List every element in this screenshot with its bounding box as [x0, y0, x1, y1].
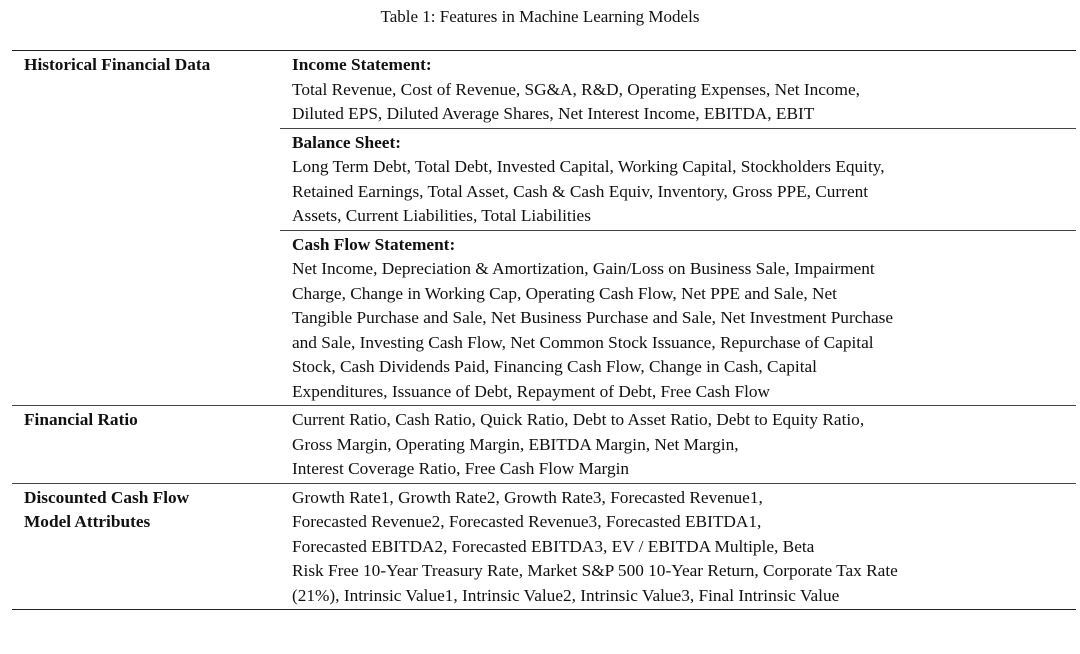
- feature-line: (21%), Intrinsic Value1, Intrinsic Value2, Intrinsic Value3, Final Intrinsic Value: [292, 585, 840, 605]
- category-content: [280, 406, 1076, 483]
- feature-line: Diluted EPS, Diluted Average Shares, Net Interest Income, EBITDA, EBIT: [292, 104, 815, 123]
- category-content: [280, 484, 1076, 610]
- category-label-line: Model Attributes: [24, 512, 151, 531]
- feature-line: Interest Coverage Ratio, Free Cash Flow Margin: [292, 459, 630, 478]
- feature-line: Tangible Purchase and Sale, Net Business Purchase and Sale, Net Investment Purchase: [292, 308, 894, 327]
- feature-line: Long Term Debt, Total Debt, Invested Capital, Working Capital, Stockholders Equity,: [292, 157, 885, 176]
- table-row: [12, 483, 1076, 610]
- category-content: [280, 51, 1076, 405]
- dcf-attributes-block: [280, 484, 1076, 610]
- feature-line: Total Revenue, Cost of Revenue, SG&A, R&D, Operating Expenses, Net Income,: [292, 79, 860, 99]
- features-table: [12, 50, 1076, 610]
- feature-line: Growth Rate1, Growth Rate2, Growth Rate3, Forecasted Revenue1,: [292, 487, 763, 507]
- feature-line: Expenditures, Issuance of Debt, Repayment of Debt, Free Cash Flow: [292, 381, 771, 401]
- table-row: [12, 51, 1076, 405]
- block-title: Cash Flow Statement:: [292, 234, 456, 254]
- cash-flow-statement-block: [280, 230, 1076, 406]
- feature-line: and Sale, Investing Cash Flow, Net Common Stock Issuance, Repurchase of Capital: [292, 332, 874, 352]
- table-row: [12, 405, 1076, 483]
- feature-line: Charge, Change in Working Cap, Operating Cash Flow, Net PPE and Sale, Net: [292, 283, 837, 303]
- financial-ratio-block: [280, 406, 1076, 483]
- balance-sheet-block: [280, 128, 1076, 230]
- category-label-line: Discounted Cash Flow: [24, 487, 190, 507]
- feature-line: Net Income, Depreciation & Amortization, Gain/Loss on Business Sale, Impairment: [292, 259, 875, 278]
- category-label: [12, 484, 280, 610]
- feature-line: Gross Margin, Operating Margin, EBITDA Margin, Net Margin,: [292, 434, 739, 454]
- table-caption: Table 1: Features in Machine Learning Models: [380, 7, 700, 26]
- feature-line: Assets, Current Liabilities, Total Liabilities: [292, 206, 591, 225]
- block-title: Income Statement:: [292, 55, 432, 74]
- block-title: Balance Sheet:: [292, 132, 401, 152]
- feature-line: Forecasted EBITDA2, Forecasted EBITDA3, EV / EBITDA Multiple, Beta: [292, 536, 815, 556]
- feature-line: Stock, Cash Dividends Paid, Financing Cash Flow, Change in Cash, Capital: [292, 357, 817, 376]
- feature-line: Forecasted Revenue2, Forecasted Revenue3, Forecasted EBITDA1,: [292, 512, 762, 531]
- feature-line: Retained Earnings, Total Asset, Cash & Cash Equiv, Inventory, Gross PPE, Current: [292, 181, 869, 201]
- category-label: Financial Ratio: [24, 410, 138, 429]
- income-statement-block: [280, 51, 1076, 128]
- category-label: Historical Financial Data: [24, 55, 211, 74]
- feature-line: Risk Free 10-Year Treasury Rate, Market S&P 500 10-Year Return, Corporate Tax Rate: [292, 561, 898, 580]
- feature-line: Current Ratio, Cash Ratio, Quick Ratio, Debt to Asset Ratio, Debt to Equity Ratio,: [292, 410, 865, 429]
